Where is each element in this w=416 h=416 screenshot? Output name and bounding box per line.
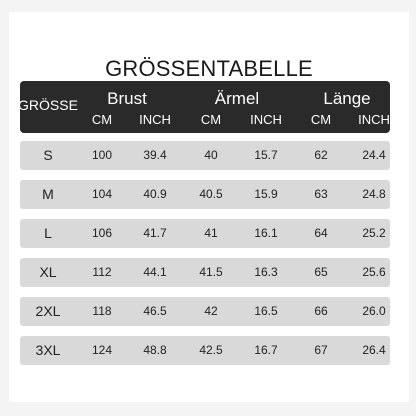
size-chart-card [9, 12, 409, 402]
chest-cm-cell: 106 [91, 226, 113, 240]
table-header [20, 81, 390, 133]
size-cell: M [42, 186, 54, 202]
chest-inch-cell: 48.8 [143, 343, 167, 357]
chest-cm-cell: 100 [91, 148, 113, 162]
length-cm-cell: 65 [314, 265, 328, 279]
unit-header-length-inch: INCH [358, 112, 390, 127]
chest-cm-cell: 124 [91, 343, 113, 357]
size-cell: XL [39, 264, 57, 280]
sleeve-inch-cell: 16.1 [254, 226, 278, 240]
table-row [20, 336, 390, 365]
chest-inch-cell: 41.7 [143, 226, 167, 240]
sleeve-cm-cell: 41 [204, 226, 218, 240]
sleeve-inch-cell: 16.7 [254, 343, 278, 357]
table-row [20, 180, 390, 209]
unit-header-chest-cm: CM [91, 112, 113, 127]
unit-header-chest-inch: INCH [139, 112, 171, 127]
table-row [20, 141, 390, 170]
table-row [20, 297, 390, 326]
length-inch-cell: 26.0 [362, 304, 386, 318]
length-inch-cell: 25.6 [362, 265, 386, 279]
length-cm-cell: 64 [314, 226, 328, 240]
length-inch-cell: 24.4 [362, 148, 386, 162]
table-row [20, 258, 390, 287]
chest-cm-cell: 118 [92, 304, 112, 318]
length-inch-cell: 26.4 [362, 343, 386, 357]
chest-inch-cell: 44.1 [143, 265, 167, 279]
sleeve-inch-cell: 15.9 [254, 187, 278, 201]
sleeve-inch-cell: 15.7 [254, 148, 278, 162]
size-column-header: GRÖSSE [18, 97, 78, 113]
chest-cm-cell: 112 [92, 265, 112, 279]
length-inch-cell: 25.2 [362, 226, 386, 240]
size-cell: L [44, 225, 52, 241]
size-cell: 3XL [35, 342, 61, 358]
chart-title: GRÖSSENTABELLE [105, 56, 313, 81]
length-cm-cell: 63 [314, 187, 328, 201]
size-cell: S [43, 147, 53, 163]
length-cm-cell: 62 [314, 148, 328, 162]
length-group-header: Länge [323, 89, 371, 108]
chest-inch-cell: 46.5 [143, 304, 167, 318]
table-row [20, 219, 390, 248]
length-cm-cell: 67 [314, 343, 328, 357]
sleeve-inch-cell: 16.3 [254, 265, 278, 279]
chest-group-header: Brust [107, 89, 147, 108]
chest-cm-cell: 104 [91, 187, 113, 201]
sleeve-cm-cell: 42.5 [199, 343, 223, 357]
sleeve-cm-cell: 40 [204, 148, 218, 162]
unit-header-sleeve-cm: CM [200, 112, 222, 127]
unit-header-length-cm: CM [310, 112, 332, 127]
chest-inch-cell: 40.9 [143, 187, 167, 201]
chest-inch-cell: 39.4 [143, 148, 167, 162]
unit-header-sleeve-inch: INCH [250, 112, 282, 127]
sleeve-inch-cell: 16.5 [254, 304, 278, 318]
sleeve-cm-cell: 40.5 [199, 187, 223, 201]
size-cell: 2XL [35, 303, 61, 319]
sleeve-cm-cell: 42 [204, 304, 218, 318]
sleeve-group-header: Ärmel [214, 89, 260, 108]
length-cm-cell: 66 [314, 304, 328, 318]
length-inch-cell: 24.8 [362, 187, 386, 201]
sleeve-cm-cell: 41.5 [199, 265, 223, 279]
